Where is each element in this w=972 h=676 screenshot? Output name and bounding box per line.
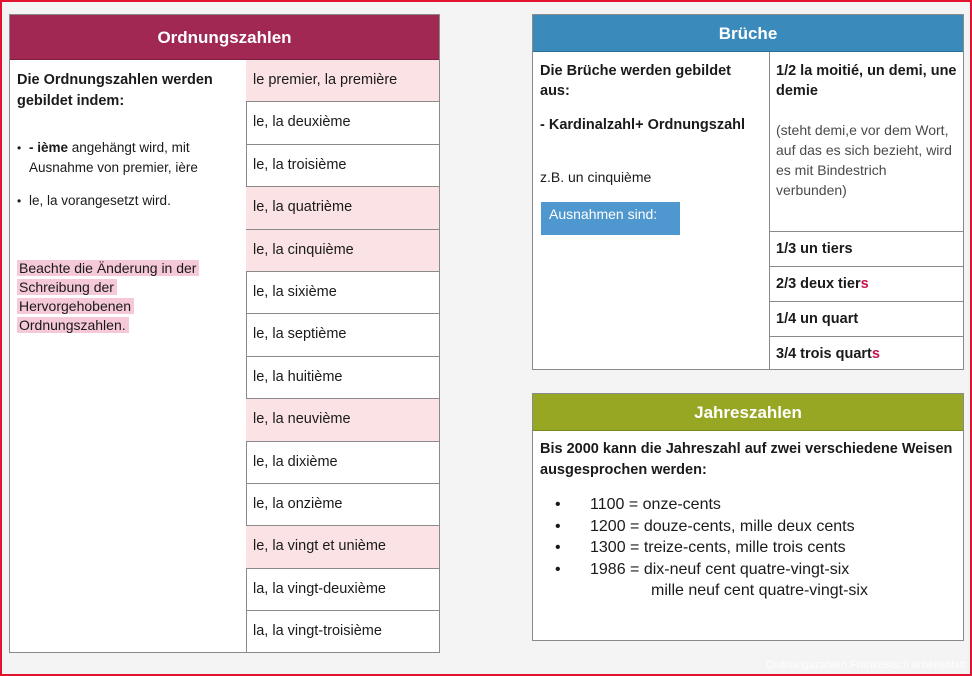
ordinal-row: le, la neuvième — [246, 399, 439, 441]
rule-item — [17, 138, 241, 178]
jahreszahlen-card — [532, 393, 964, 641]
ordinal-row: le, la quatrième — [246, 187, 439, 229]
year-item: • 1986 = dix-neuf cent quatre-vingt-six — [555, 559, 868, 581]
ordnungszahlen-table — [246, 60, 439, 652]
fraction-row: 2/3 deux tiers — [769, 267, 963, 302]
jahreszahlen-intro: Bis 2000 kann die Jahreszahl auf zwei verschiedene Weisen ausgesprochen werden: — [540, 441, 953, 478]
ordinal-row: le, la huitième — [246, 357, 439, 399]
ordnungszahlen-intro: Die Ordnungszahlen werden gebildet indem: — [17, 72, 213, 109]
brueche-explanation — [533, 52, 770, 369]
ordinal-row: le, la onzième — [246, 484, 439, 526]
brueche-rule: - Kardinalzahl+ Ordnungszahl — [540, 117, 746, 133]
ordinal-row: le, la troisième — [246, 145, 439, 187]
fraction-half-note: (steht demi,e vor dem Wort, auf das es sich bezieht, wird es mit Bindestrich verbunden) — [776, 122, 952, 198]
jahreszahlen-title: Jahreszahlen — [533, 394, 963, 431]
ordinal-row: le, la septième — [246, 314, 439, 356]
rule-suffix: - ième — [29, 140, 69, 155]
ordnungszahlen-rules — [17, 138, 241, 224]
brueche-intro: Die Brüche werden gebildet aus: — [540, 63, 731, 99]
ordnungszahlen-card — [9, 14, 440, 653]
brueche-table — [769, 52, 963, 369]
year-item: • 1200 = douze-cents, mille deux cents — [555, 516, 868, 538]
ordinal-row: le, la vingt et unième — [246, 526, 439, 568]
plural-s: s — [860, 276, 869, 292]
ordinal-row: le, la deuxième — [246, 102, 439, 144]
plural-s: s — [871, 346, 880, 362]
rule-item: • le, la vorangesetzt wird. — [17, 191, 241, 211]
highlight-note: Beachte die Änderung in der Schreibung der Hervorgehobenen Ordnungszahlen. — [17, 259, 227, 335]
fraction-half-title: 1/2 la moitié, un demi, une demie — [776, 63, 957, 99]
ordinal-row: le, la cinquième — [246, 230, 439, 272]
watermark: Ordnungszahlen Französisch arbeitsblatt — [766, 659, 966, 671]
ordnungszahlen-title: Ordnungszahlen — [10, 15, 439, 60]
fraction-row: 1/3 un tiers — [769, 232, 963, 267]
ordinal-row: la, la vingt-troisième — [253, 623, 382, 640]
fraction-row: 3/4 trois quarts — [776, 346, 880, 362]
brueche-title: Brüche — [533, 15, 963, 52]
exceptions-label: Ausnahmen sind: — [541, 202, 680, 235]
rule-text: angehängt wird, mit Ausnahme von premier, ière — [29, 140, 198, 175]
year-item: • 1100 = onze-cents — [555, 494, 868, 516]
ordinal-row: la, la vingt-deuxième — [246, 569, 439, 611]
ordinal-row: le, la sixième — [246, 272, 439, 314]
fraction-row: 1/4 un quart — [769, 302, 963, 337]
year-item-continuation: mille neuf cent quatre-vingt-six — [651, 582, 868, 599]
fraction-row-half — [769, 52, 963, 232]
year-item: • 1300 = treize-cents, mille trois cents — [555, 537, 868, 559]
ordnungszahlen-explanation — [10, 60, 247, 652]
brueche-card — [532, 14, 964, 370]
brueche-example: z.B. un cinquième — [540, 169, 652, 185]
jahreszahlen-list — [555, 494, 868, 602]
ordinal-row: le, la dixième — [246, 442, 439, 484]
ordinal-row: le premier, la première — [246, 60, 439, 102]
